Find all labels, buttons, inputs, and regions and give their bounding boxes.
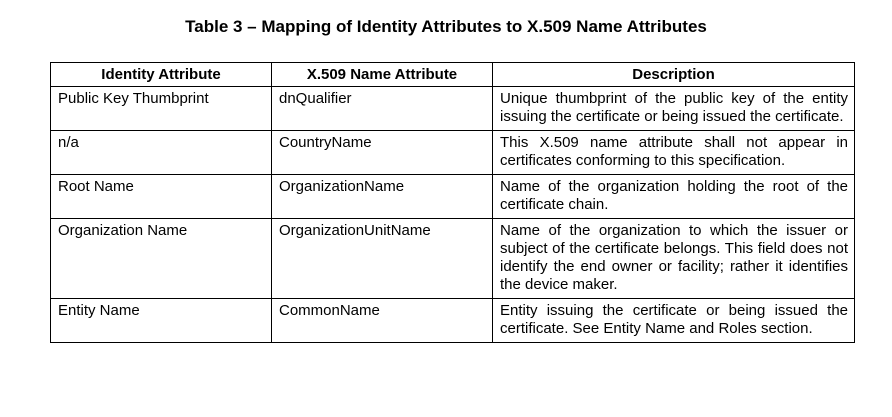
description-cell: Unique thumbprint of the public key of the entity issuing the certificate or being issued the certificate. — [493, 87, 855, 131]
x509-attribute-cell: OrganizationUnitName — [272, 219, 493, 299]
table-row — [51, 219, 855, 299]
table-caption: Table 3 – Mapping of Identity Attributes to X.509 Name Attributes — [185, 17, 707, 36]
x509-attribute-cell: dnQualifier — [272, 87, 493, 131]
description-cell: Entity issuing the certificate or being issued the certificate. See Entity Name and Roles section. — [493, 299, 855, 343]
table-row — [51, 175, 855, 219]
identity-attribute-cell: Entity Name — [51, 299, 272, 343]
identity-attribute-cell: n/a — [51, 131, 272, 175]
identity-attribute-cell: Public Key Thumbprint — [51, 87, 272, 131]
description-cell: Name of the organization to which the issuer or subject of the certificate belongs. This field does not identify the end owner or facility; rather it identifies the device maker. — [493, 219, 855, 299]
x509-attribute-cell: OrganizationName — [272, 175, 493, 219]
table-row — [51, 131, 855, 175]
table-row — [51, 87, 855, 131]
x509-attribute-cell: CountryName — [272, 131, 493, 175]
column-header-identity-attribute: Identity Attribute — [51, 63, 272, 87]
identity-mapping-table — [50, 62, 855, 343]
column-header-description: Description — [493, 63, 855, 87]
description-cell: This X.509 name attribute shall not appear in certificates conforming to this specification. — [493, 131, 855, 175]
description-cell: Name of the organization holding the root of the certificate chain. — [493, 175, 855, 219]
x509-attribute-cell: CommonName — [272, 299, 493, 343]
identity-attribute-cell: Root Name — [51, 175, 272, 219]
table-row — [51, 299, 855, 343]
column-header-x509-name-attribute: X.509 Name Attribute — [272, 63, 493, 87]
identity-attribute-cell: Organization Name — [51, 219, 272, 299]
header-row — [51, 63, 855, 87]
